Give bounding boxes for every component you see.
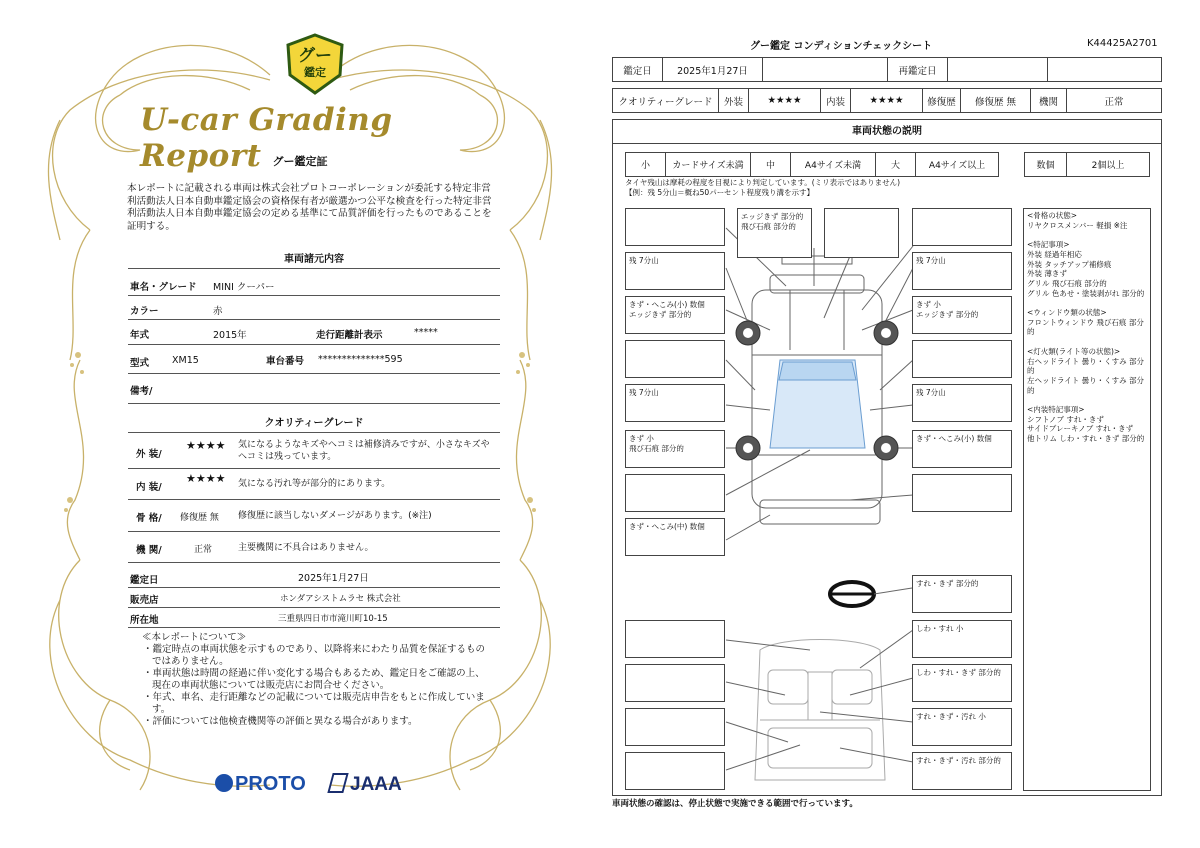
windshield [779, 362, 856, 380]
address-label: 所在地 [130, 615, 159, 626]
note-item: ・評価については他検査機関等の評価と異なる場合があります。 [143, 716, 418, 727]
interior-box-3: しわ・すれ・きず 部分的 [912, 664, 1012, 702]
tire-note-line: タイヤ残山は摩耗の程度を目視により判定しています。(ミリ表示ではありません) [625, 178, 901, 187]
interior-box-2: しわ・すれ 小 [912, 620, 1012, 658]
spec-label: カラー [130, 306, 159, 317]
damage-box-empty [824, 208, 899, 258]
quality-value: 正常 [194, 545, 213, 555]
address-row [128, 608, 500, 628]
appraisal-date-label: 鑑定日 [130, 575, 159, 586]
remarks-line: リヤクロスメンバー 軽損 ※注 [1027, 220, 1128, 230]
report-title: U-car Grading Report [140, 102, 393, 174]
remarks-line: 左ヘッドライト 曇り・くすみ 部分的 [1027, 375, 1145, 395]
address: 三重県四日市市滝川町10-15 [278, 614, 388, 624]
size-medium-label: 中 [751, 153, 791, 177]
spec-value: 2015年 [213, 330, 247, 341]
appraisal-date-row [128, 566, 500, 588]
interior-box-steering: すれ・きず 部分的 [912, 575, 1012, 613]
spec-row-model [128, 345, 500, 374]
remarks-line: シフトノブ すれ・きず [1027, 414, 1104, 424]
dealer-name: ホンダアシストムラセ 株式会社 [280, 594, 401, 604]
quality-label: 骨 格/ [136, 513, 162, 524]
remarks-line: フロントウィンドウ 飛び石痕 部分的 [1027, 317, 1144, 337]
condition-check-sheet [600, 0, 1200, 848]
remarks-line: グリル 飛び石痕 部分的 [1027, 278, 1107, 288]
report-notes [140, 632, 490, 728]
size-large-label: 大 [876, 153, 916, 177]
spec-value: ***** [414, 327, 438, 338]
damage-box-empty [625, 474, 725, 512]
quality-label: 機 関/ [136, 545, 162, 556]
proto-mark-icon [215, 774, 233, 792]
damage-box-right-rear: きず・へこみ(小) 数個 [912, 430, 1012, 468]
interior-box-empty [625, 620, 725, 658]
size-medium-desc: A4サイズ未満 [791, 153, 876, 177]
remarks-line [1027, 395, 1147, 405]
interior-box-empty [625, 708, 725, 746]
footer-note: 車両状態の確認は、停止状態で実施できる範囲で行っています。 [612, 799, 858, 809]
engine-label: 機関 [1031, 89, 1067, 113]
interior-box-empty [625, 752, 725, 790]
damage-box-empty [912, 208, 1012, 246]
spec-label: 車名・グレード [130, 282, 197, 293]
spec-row-name [128, 271, 500, 296]
spec-row-color [128, 296, 500, 320]
quality-desc: 気になる汚れ等が部分的にあります。 [238, 479, 391, 489]
interior-outline [755, 640, 885, 781]
damage-box-bottom-left: きず・へこみ(中) 数個 [625, 518, 725, 556]
remarks-line [1027, 230, 1147, 240]
quality-row-engine [128, 532, 500, 563]
spec-row-remarks [128, 374, 500, 404]
damage-box-right-front: きず 小 エッジきず 部分的 [912, 296, 1012, 334]
spec-row-year [128, 320, 500, 345]
rear-bumper [760, 500, 880, 524]
remarks-list [1024, 209, 1150, 446]
jaaa-mark-icon [327, 773, 348, 793]
proto-logo: PROTO [215, 773, 306, 796]
spec-value: MINI クーパー [213, 282, 275, 293]
sheet-id: K44425A2701 [1087, 38, 1158, 49]
quality-label: 内 装/ [136, 482, 162, 493]
section-title: 車両状態の説明 [612, 119, 1162, 144]
spec-label: 備考/ [130, 386, 153, 397]
date-value: 2025年1月27日 [663, 58, 763, 82]
interior-box-empty [625, 664, 725, 702]
remarks-line [1027, 298, 1147, 308]
damage-box-left-rear: きず 小 飛び石痕 部分的 [625, 430, 725, 468]
quality-value: 修復歴 無 [180, 513, 219, 523]
quality-stars: ★★★★ [186, 472, 226, 485]
remarks-panel [1023, 208, 1151, 791]
size-small-desc: カードサイズ未満 [666, 153, 751, 177]
date-label: 鑑定日 [613, 58, 663, 82]
ext-stars: ★★★★ [749, 89, 821, 113]
quality-desc: 修復歴に該当しないダメージがあります。(※注) [238, 511, 432, 521]
appraisal-date: 2025年1月27日 [298, 573, 369, 584]
count-label: 数個 [1025, 153, 1067, 177]
ext-label: 外装 [719, 89, 749, 113]
size-large-desc: A4サイズ以上 [916, 153, 999, 177]
divider [128, 432, 500, 433]
tire-box-rear-right: 残 7分山 [912, 384, 1012, 422]
interior-box-5: すれ・きず・汚れ 部分的 [912, 752, 1012, 790]
badge-text-top: グー [298, 46, 332, 65]
engine-value: 正常 [1067, 89, 1162, 113]
note-item: ・年式、車名、走行距離などの記載については販売店申告をもとに作成しています。 [143, 692, 485, 715]
notes-title: ≪本レポートについて≫ [142, 632, 247, 643]
redate-label: 再鑑定日 [888, 58, 948, 82]
remarks-line: グリル 色あせ・塗装剥がれ 部分的 [1027, 288, 1145, 298]
remarks-line: サイドブレーキノブ すれ・きず [1027, 424, 1134, 434]
remarks-line: 右ヘッドライト 曇り・くすみ 部分的 [1027, 356, 1145, 376]
tire-box-rear-left: 残 7分山 [625, 384, 725, 422]
damage-box-empty [625, 208, 725, 246]
remarks-line: 他トリム しわ・すれ・きず 部分的 [1027, 434, 1145, 444]
repair-value: 修復歴 無 [961, 89, 1031, 113]
sheet-title: グー鑑定 コンディションチェックシート [750, 41, 933, 52]
specs-heading: 車両諸元内容 [284, 254, 344, 265]
divider [128, 268, 500, 269]
grade-label: クオリティーグレード [613, 89, 719, 113]
spec-label: 年式 [130, 330, 150, 341]
quality-row-exterior [128, 435, 500, 469]
repair-label: 修復歴 [923, 89, 961, 113]
intro-text: 本レポートに記載される車両は株式会社プロトコーポレーションが委託する特定非営利活動法人日本自動車鑑定協会の資格保有者が厳選かつ公平な検査を行った特定非営利活動法人日本自動車鑑定協会の定める基準にて品質評価を行ったものであることを証明する。 [127, 183, 492, 232]
quality-row-frame [128, 500, 500, 532]
spec-label: 走行距離計表示 [316, 330, 383, 341]
quality-desc: 気になるようなキズやヘコミは補修済みですが、小さなキズやヘコミは残っています。 [238, 440, 490, 462]
report-subtitle: グー鑑定証 [272, 155, 328, 168]
remarks-line: 外装 タッチアップ補修痕 [1027, 259, 1112, 269]
int-stars: ★★★★ [851, 89, 923, 113]
spec-label: 型式 [130, 358, 150, 369]
steering-wheel-icon [830, 582, 912, 606]
damage-box-empty [625, 340, 725, 378]
note-item: ・鑑定時点の車両状態を示すものであり、以降将来にわたり品質を保証するものではありません。 [143, 644, 486, 667]
dealer-row [128, 588, 500, 608]
remarks-line: <ウィンドウ類の状態> [1027, 308, 1107, 317]
quality-heading: クオリティーグレード [264, 418, 364, 429]
remarks-line: <骨格の状態> [1027, 211, 1078, 220]
int-label: 内装 [821, 89, 851, 113]
damage-box-left-front: きず・へこみ(小) 数個 エッジきず 部分的 [625, 296, 725, 334]
damage-box-empty [912, 340, 1012, 378]
quality-label: 外 装/ [136, 449, 162, 460]
note-item: ・車両状態は時間の経過に伴い変化する場合もあるため、鑑定日をご確認の上、現在の車両状態については販売店にお問合せください。 [143, 668, 485, 691]
spec-value: 赤 [213, 306, 223, 317]
dealer-label: 販売店 [130, 595, 159, 606]
size-small-label: 小 [626, 153, 666, 177]
remarks-line [1027, 337, 1147, 347]
tire-box-front-left: 残 7分山 [625, 252, 725, 290]
goo-appraisal-badge [284, 33, 346, 95]
damage-box-top-center: エッジきず 部分的 飛び石痕 部分的 [737, 208, 812, 258]
spec-label: 車台番号 [266, 356, 305, 367]
badge-text-bottom: 鑑定 [304, 66, 326, 79]
quality-desc: 主要機関に不具合はありません。 [238, 543, 374, 553]
spec-value: **************595 [318, 354, 403, 365]
remarks-line: <特記事項> [1027, 240, 1070, 250]
tire-box-front-right: 残 7分山 [912, 252, 1012, 290]
interior-box-4: すれ・きず・汚れ 小 [912, 708, 1012, 746]
remarks-line: 外装 薄きず [1027, 269, 1067, 279]
jaaa-logo: JAAA [330, 773, 402, 796]
count-value: 2個以上 [1067, 153, 1150, 177]
damage-box-empty [912, 474, 1012, 512]
remarks-line: 外装 経過年相応 [1027, 249, 1082, 259]
tire-example-line: 【例：残 5分山＝概ね50パーセント程度残り溝を示す】 [625, 188, 815, 197]
remarks-line: <灯火類(ライト等の状態)> [1027, 346, 1121, 356]
quality-stars: ★★★★ [186, 439, 226, 452]
remarks-line: <内装特記事項> [1027, 405, 1085, 414]
spec-value: XM15 [172, 355, 199, 366]
quality-row-interior [128, 469, 500, 500]
